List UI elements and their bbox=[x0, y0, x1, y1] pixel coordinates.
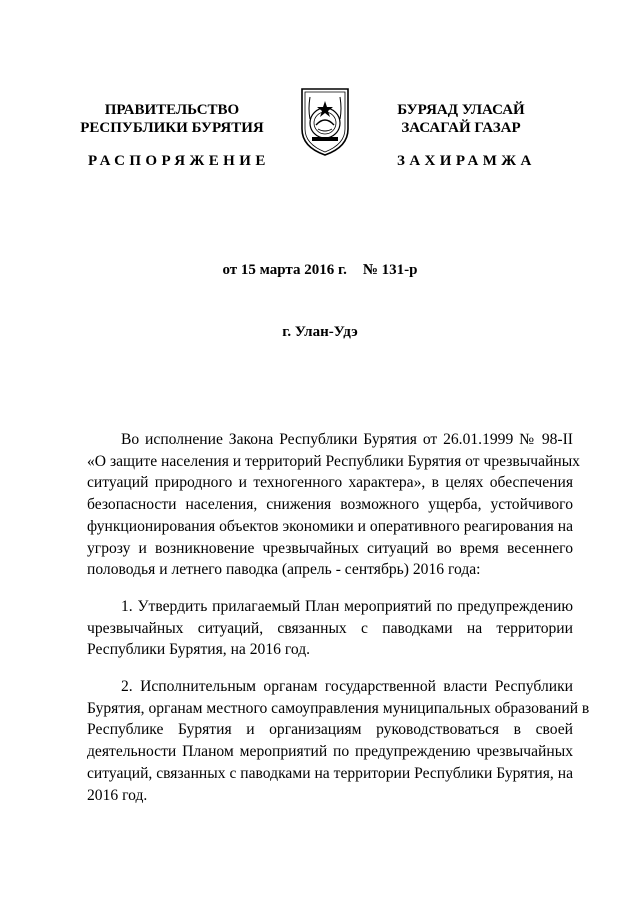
document-city: г. Улан-Удэ bbox=[282, 324, 358, 340]
document-number: № 131-р bbox=[362, 262, 418, 278]
doctype-right: ЗАХИРАМЖА bbox=[397, 153, 536, 169]
issuer-right-line1: БУРЯАД УЛАСАЙ bbox=[397, 102, 525, 118]
issuer-left bbox=[76, 101, 268, 137]
preamble-paragraph bbox=[87, 429, 580, 581]
text-line: 1. Утвердить прилагаемый План мероприятий по предупреждению bbox=[121, 598, 573, 615]
issuer-right-line2: ЗАСАГАЙ ГАЗАР bbox=[401, 120, 521, 136]
doctype-left: РАСПОРЯЖЕНИЕ bbox=[88, 153, 270, 169]
text-line: Во исполнение Закона Республики Бурятия от 26.01.1999 № 98-II bbox=[121, 431, 573, 448]
text-line: Республике Бурятия и организациям руководствоваться в своей bbox=[87, 721, 573, 739]
text-line: ситуаций, связанных с паводками на территории Республики Бурятия, на bbox=[87, 764, 573, 782]
issuer-left-line2: РЕСПУБЛИКИ БУРЯТИЯ bbox=[80, 120, 264, 136]
text-line: половодья и летнего паводка (апрель - сентябрь) 2016 года: bbox=[87, 561, 481, 579]
document-date: от 15 марта 2016 г. bbox=[222, 262, 347, 278]
text-line: 2. Исполнительным органам государственной власти Республики bbox=[121, 678, 573, 695]
clause-1-paragraph bbox=[87, 596, 573, 661]
text-line: угрозу и возникновение чрезвычайных ситуаций во время весеннего bbox=[87, 539, 573, 557]
text-line: ситуаций природного и техногенного характера», в целях обеспечения bbox=[87, 474, 573, 492]
text-line: деятельности Планом мероприятий по предупреждению чрезвычайных bbox=[87, 743, 573, 761]
text-line: чрезвычайных ситуаций, связанных с паводками на территории bbox=[87, 619, 573, 637]
issuer-left-line1: ПРАВИТЕЛЬСТВО bbox=[104, 102, 240, 118]
text-line: безопасности населения, снижения возможного ущерба, устойчивого bbox=[87, 496, 573, 514]
text-line: 2016 год. bbox=[87, 786, 148, 804]
text-line: Республики Бурятия, на 2016 год. bbox=[87, 641, 311, 659]
clause-2-paragraph bbox=[87, 676, 590, 806]
text-line: Бурятия, органам местного самоуправления муниципальных образований в bbox=[87, 699, 590, 717]
document-date-number bbox=[0, 262, 640, 279]
text-line: функционирования объектов экономики и оперативного реагирования на bbox=[87, 517, 573, 535]
issuer-right bbox=[376, 101, 546, 137]
coat-of-arms-icon bbox=[298, 85, 352, 157]
text-line: «О защите населения и территорий Республики Бурятия от чрезвычайных bbox=[87, 452, 580, 470]
